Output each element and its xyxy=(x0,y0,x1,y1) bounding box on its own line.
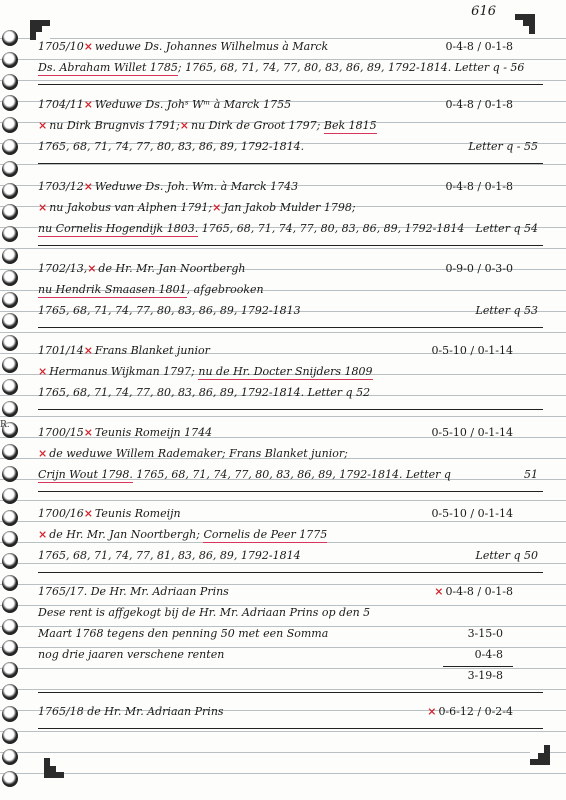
entry-line xyxy=(38,119,377,132)
entry-amount xyxy=(431,344,513,357)
entry-line xyxy=(38,468,451,481)
entry-line xyxy=(38,447,348,460)
cross-mark-icon: × xyxy=(83,98,93,111)
entry-line-text: 1765, 68, 71, 74, 77, 80, 83, 86, 89, 1792-1814. Letter q 52 xyxy=(38,386,371,399)
binding-hole xyxy=(2,771,18,787)
entry-line-text: de weduwe Willem Rademaker; Frans Blanket junior; xyxy=(49,447,348,460)
entry-line-text: Maart 1768 tegens den penning 50 met een Somma xyxy=(38,627,329,640)
binding-hole xyxy=(2,640,18,656)
ruled-line xyxy=(0,38,566,39)
sum-value: 3-19-8 xyxy=(467,669,503,682)
entry-line-text: de Hr. Mr. Jan Noortbergh xyxy=(98,262,246,275)
entry-amount-text: 0-5-10 / 0-1-14 xyxy=(431,344,513,357)
entry-line-text: nu Jakobus van Alphen 1791; xyxy=(49,201,213,214)
entry-separator xyxy=(38,84,543,85)
letter-reference: Letter q 53 xyxy=(475,304,538,317)
entry-amount-text: 0-6-12 / 0-2-4 xyxy=(438,705,513,718)
entry-line xyxy=(38,201,356,214)
binding-hole xyxy=(2,161,18,177)
binding-hole xyxy=(2,183,18,199)
ruled-line xyxy=(0,164,566,165)
entry-amount-text: 0-4-8 / 0-1-8 xyxy=(445,98,513,111)
binding-hole xyxy=(2,553,18,569)
entry-line-text: 1765, 68, 71, 74, 77, 81, 83, 86, 89, 1792-1814 xyxy=(38,549,301,562)
sum-divider xyxy=(443,666,513,667)
entry-line-underlined-text: nu de Hr. Docter Snijders 1809 xyxy=(198,365,373,378)
entry-line-text: 1701/14 xyxy=(38,344,84,357)
binding-hole xyxy=(2,74,18,90)
entry-line-text: nog drie jaaren verschene renten xyxy=(38,648,225,661)
entry-line-text: 1765, 68, 71, 74, 77, 80, 83, 86, 89, 1792-1814. xyxy=(38,140,305,153)
binding-hole xyxy=(2,30,18,46)
letter-reference: Letter q - 55 xyxy=(468,140,538,153)
entry-separator xyxy=(38,728,543,729)
cross-mark-icon: × xyxy=(83,507,93,520)
entry-amount xyxy=(431,426,513,439)
ruled-line xyxy=(0,332,566,333)
entry-line-text: Weduwe Ds. Johˢ Wᵐ à Marck 1755 xyxy=(94,98,292,111)
entry-line-text: 1700/15 xyxy=(38,426,84,439)
binding-hole xyxy=(2,313,18,329)
entry-line xyxy=(38,304,301,317)
binding-hole xyxy=(2,662,18,678)
cross-mark-icon: × xyxy=(83,40,93,53)
entry-separator xyxy=(38,245,543,246)
binding-hole xyxy=(2,597,18,613)
entry-separator xyxy=(38,327,543,328)
entry-amount-text: 0-5-10 / 0-1-14 xyxy=(431,507,513,520)
sum-value: 3-15-0 xyxy=(467,627,503,640)
corner-bracket-icon xyxy=(30,20,50,40)
entry-line xyxy=(38,528,327,541)
entry-line xyxy=(38,426,212,439)
entry-line xyxy=(38,40,328,53)
binding-hole xyxy=(2,379,18,395)
binding-hole xyxy=(2,357,18,373)
entry-line xyxy=(38,61,524,74)
entry-line-underlined-text: Crijn Wout 1798. xyxy=(38,468,133,481)
entry-amount-text: 0-4-8 / 0-1-8 xyxy=(445,180,513,193)
binding-hole xyxy=(2,226,18,242)
cross-mark-icon: × xyxy=(83,344,93,357)
cross-mark-icon: × xyxy=(38,201,48,214)
entry-line-text: Hermanus Wijkman 1797; xyxy=(49,365,199,378)
entry-line-underlined-text: Bek 1815 xyxy=(323,119,377,132)
entry-line-text: Teunis Romeijn 1744 xyxy=(94,426,213,439)
corner-bracket-icon xyxy=(44,758,64,778)
cross-mark-icon: × xyxy=(38,528,48,541)
binding-hole xyxy=(2,488,18,504)
cross-mark-icon: × xyxy=(38,365,48,378)
ruled-line xyxy=(0,521,566,522)
entry-amount-text: 0-4-8 / 0-1-8 xyxy=(445,40,513,53)
entry-line xyxy=(38,549,301,562)
entry-line-text: Frans Blanket junior xyxy=(94,344,210,357)
entry-line-text: nu Dirk de Groot 1797; xyxy=(191,119,324,132)
entry-amount-text: 0-5-10 / 0-1-14 xyxy=(431,426,513,439)
entry-line xyxy=(38,98,291,111)
entry-line-text: Weduwe Ds. Joh. Wm. à Marck 1743 xyxy=(94,180,299,193)
ruled-line xyxy=(0,500,566,501)
binding-hole xyxy=(2,95,18,111)
entry-line-text: ; 1765, 68, 71, 74, 77, 80, 83, 86, 89, 1792-1814. Letter q - 56 xyxy=(177,61,525,74)
letter-reference: Letter q 50 xyxy=(475,549,538,562)
cross-mark-icon: × xyxy=(38,119,48,132)
entry-line xyxy=(38,627,328,640)
entry-line-text: 1704/11 xyxy=(38,98,84,111)
entry-line-text: de Hr. Mr. Jan Noortbergh; xyxy=(49,528,204,541)
corner-bracket-icon xyxy=(515,14,535,34)
entry-amount xyxy=(434,585,513,598)
ruled-line xyxy=(0,689,566,690)
entry-line xyxy=(38,344,210,357)
entry-line-text: 1765, 68, 71, 74, 77, 80, 83, 86, 89, 1792-1814 xyxy=(198,222,465,235)
entry-line xyxy=(38,648,224,661)
entry-line-text: 1700/16 xyxy=(38,507,84,520)
sum-value: 0-4-8 xyxy=(474,648,503,661)
binding-hole xyxy=(2,466,18,482)
entry-line-underlined-text: Ds. Abraham Willet 1785 xyxy=(38,61,178,74)
ruled-line xyxy=(0,248,566,249)
entry-line-text: 1765/18 de Hr. Mr. Adriaan Prins xyxy=(38,705,224,718)
cross-mark-icon: × xyxy=(83,426,93,439)
entry-line xyxy=(38,705,224,718)
binding-hole xyxy=(2,117,18,133)
cross-mark-icon: × xyxy=(38,447,48,460)
entry-line-text: Jan Jakob Mulder 1798; xyxy=(223,201,356,214)
binding-hole xyxy=(2,749,18,765)
entry-amount xyxy=(445,98,513,111)
entry-line-text: 1765, 68, 71, 74, 77, 80, 83, 86, 89, 1792-1814. Letter q xyxy=(132,468,451,481)
entry-line-text: 1705/10 xyxy=(38,40,84,53)
ruled-line xyxy=(0,731,566,732)
entry-line-text: 1702/13, xyxy=(38,262,88,275)
binding-hole xyxy=(2,575,18,591)
entry-line xyxy=(38,386,370,399)
entry-amount xyxy=(445,40,513,53)
margin-note: R. xyxy=(0,420,10,430)
entry-separator xyxy=(38,163,543,164)
entry-amount-text: 0-9-0 / 0-3-0 xyxy=(445,262,513,275)
entry-line-text: Dese rent is affgekogt bij de Hr. Mr. Adriaan Prins op den 5 xyxy=(38,606,371,619)
entry-line-text: 1703/12 xyxy=(38,180,84,193)
binding-hole xyxy=(2,139,18,155)
binding-hole xyxy=(2,270,18,286)
cross-mark-icon: × xyxy=(83,180,93,193)
entry-line xyxy=(38,180,298,193)
entry-amount xyxy=(445,180,513,193)
ruled-line xyxy=(0,752,566,753)
letter-reference: 51 xyxy=(524,468,538,481)
entry-line xyxy=(38,222,464,235)
entry-line xyxy=(38,283,264,296)
ruled-line xyxy=(0,80,566,81)
binding-hole xyxy=(2,684,18,700)
entry-separator xyxy=(38,409,543,410)
entry-amount xyxy=(431,507,513,520)
entry-line xyxy=(38,585,229,598)
entry-line xyxy=(38,262,245,275)
letter-reference: Letter q 54 xyxy=(475,222,538,235)
ruled-line xyxy=(0,416,566,417)
binding-hole xyxy=(2,292,18,308)
binding-hole xyxy=(2,248,18,264)
binding-hole xyxy=(2,706,18,722)
cross-mark-icon: × xyxy=(212,201,222,214)
binding-hole xyxy=(2,204,18,220)
entry-separator xyxy=(38,692,543,693)
entry-amount-text: 0-4-8 / 0-1-8 xyxy=(445,585,513,598)
entry-line-text: , afgebrooken xyxy=(186,283,264,296)
entry-line-underlined-text: nu Hendrik Smaasen 1801 xyxy=(38,283,187,296)
binding-hole xyxy=(2,335,18,351)
entry-amount xyxy=(445,262,513,275)
entry-line xyxy=(38,507,181,520)
entry-line xyxy=(38,365,373,378)
corner-bracket-icon xyxy=(530,745,550,765)
ruled-line xyxy=(0,563,566,564)
entry-line-underlined-text: nu Cornelis Hogendijk 1803. xyxy=(38,222,199,235)
binding-hole xyxy=(2,401,18,417)
entry-line-text: Teunis Romeijn xyxy=(94,507,181,520)
entry-line-underlined-text: Cornelis de Peer 1775 xyxy=(203,528,328,541)
binding-hole xyxy=(2,52,18,68)
entry-line-text: weduwe Ds. Johannes Wilhelmus à Marck xyxy=(94,40,329,53)
ruled-line xyxy=(0,773,566,774)
entry-separator xyxy=(38,491,543,492)
entry-line-text: nu Dirk Brugnvis 1791; xyxy=(49,119,180,132)
entry-amount xyxy=(427,705,513,718)
page-number: 616 xyxy=(471,4,496,19)
binding-hole xyxy=(2,531,18,547)
cross-mark-icon: × xyxy=(87,262,97,275)
entry-separator xyxy=(38,572,543,573)
ruled-line xyxy=(0,59,566,60)
entry-line-text: 1765/17. De Hr. Mr. Adriaan Prins xyxy=(38,585,229,598)
cross-mark-icon: × xyxy=(427,705,437,718)
entry-line xyxy=(38,140,304,153)
binding-hole xyxy=(2,510,18,526)
binding-hole xyxy=(2,619,18,635)
binding-hole xyxy=(2,728,18,744)
entry-line xyxy=(38,606,370,619)
entry-line-text: 1765, 68, 71, 74, 77, 80, 83, 86, 89, 1792-1813 xyxy=(38,304,301,317)
cross-mark-icon: × xyxy=(179,119,189,132)
cross-mark-icon: × xyxy=(434,585,444,598)
